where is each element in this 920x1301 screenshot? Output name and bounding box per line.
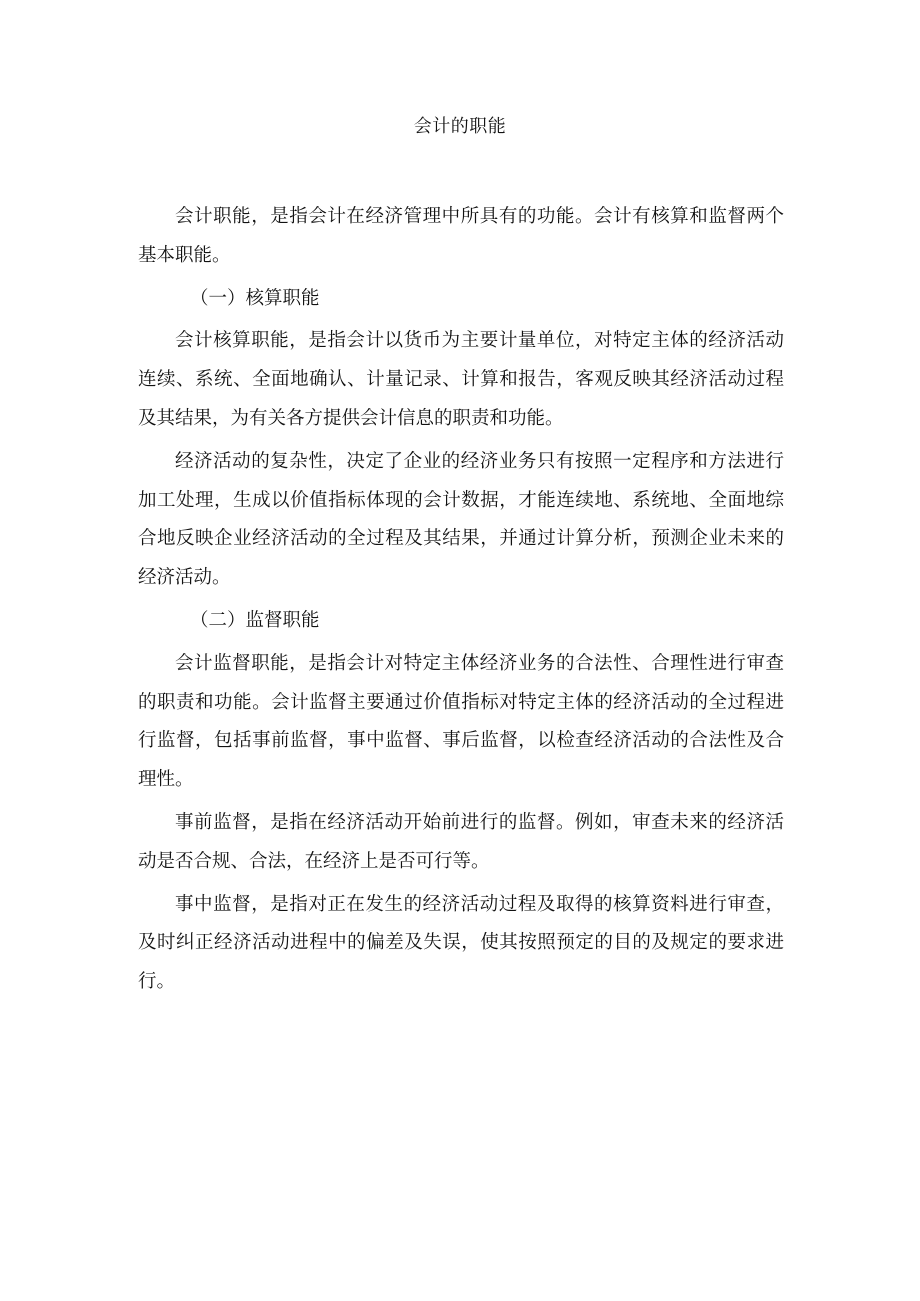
paragraph-accounting-function: 会计核算职能，是指会计以货币为主要计量单位，对特定主体的经济活动连续、系统、全面地确认、计量记录、计算和报告，客观反映其经济活动过程及其结果，为有关各方提供会计信息的职责和功能。 xyxy=(138,330,784,429)
document-body xyxy=(138,198,784,1006)
paragraph-definition: 会计职能，是指会计在经济管理中所具有的功能。会计有核算和监督两个基本职能。 xyxy=(138,206,784,266)
paragraph-supervision-function: 会计监督职能，是指会计对特定主体经济业务的合法性、合理性进行审查的职责和功能。会计监督主要通过价值指标对特定主体的经济活动的全过程进行监督，包括事前监督，事中监督、事后监督，以检查经济活动的合法性及合理性。 xyxy=(138,652,784,791)
document-title: 会计的职能 xyxy=(413,116,507,137)
section-heading-accounting-function: （一）核算职能 xyxy=(190,287,320,309)
section-heading-supervision-function: （二）监督职能 xyxy=(190,609,320,631)
paragraph-economic-complexity: 经济活动的复杂性，决定了企业的经济业务只有按照一定程序和方法进行加工处理，生成以价值指标体现的会计数据，才能连续地、系统地、全面地综合地反映企业经济活动的全过程及其结果，并通过计算分析，预测企业未来的经济活动。 xyxy=(138,450,784,589)
paragraph-concurrent-supervision: 事中监督，是指对正在发生的经济活动过程及取得的核算资料进行审查，及时纠正经济活动进程中的偏差及失误，使其按照预定的目的及规定的要求进行。 xyxy=(138,893,784,993)
paragraph-prior-supervision: 事前监督，是指在经济活动开始前进行的监督。例如，审查未来的经济活动是否合规、合法，在经济上是否可行等。 xyxy=(138,811,784,872)
